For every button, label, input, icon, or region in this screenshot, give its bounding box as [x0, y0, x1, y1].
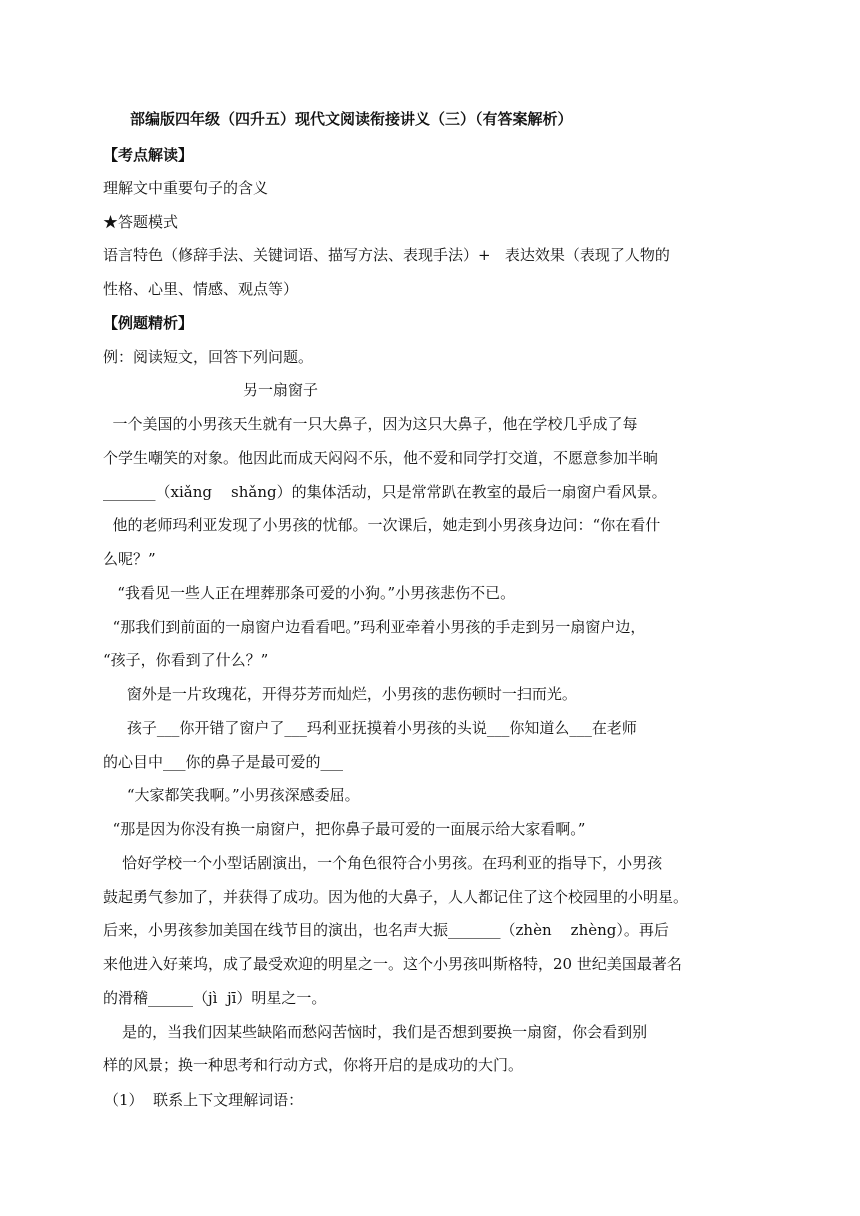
passage-line: 是的，当我们因某些缺陷而愁闷苦恼时，我们是否想到要换一扇窗，你会看到别 — [103, 1023, 648, 1041]
passage-line: 样的风景；换一种思考和行动方式，你将开启的是成功的大门。 — [103, 1056, 524, 1074]
section-heading-example: 【例题精析】 — [103, 314, 194, 332]
passage-line: 鼓起勇气参加了，并获得了成功。因为他的大鼻子，人人都记住了这个校园里的小明星。 — [103, 888, 689, 906]
passage-line: “那是因为你没有换一扇窗户，把你鼻子最可爱的一面展示给大家看啊。” — [103, 820, 586, 838]
example-intro: 例：阅读短文，回答下列问题。 — [103, 348, 314, 366]
passage-line: 来他进入好莱坞，成了最受欢迎的明星之一。这个小男孩叫斯格特，20 世纪美国最著名 — [103, 955, 682, 973]
passage-line: 个学生嘲笑的对象。他因此而成天闷闷不乐，他不爱和同学打交道，不愿意参加半晌 — [103, 449, 659, 467]
answer-mode-heading: ★答题模式 — [103, 213, 179, 231]
document-title: 部编版四年级（四升五）现代文阅读衔接讲义（三）（有答案解析） — [130, 110, 573, 128]
passage-line: 孩子___你开错了窗户了___玛利亚抚摸着小男孩的头说___你知道么___在老师 — [103, 719, 637, 737]
passage-line: 一个美国的小男孩天生就有一只大鼻子，因为这只大鼻子，他在学校几乎成了每 — [103, 415, 638, 433]
passage-line: “那我们到前面的一扇窗户边看看吧。”玛利亚牵着小男孩的手走到另一扇窗户边， — [103, 618, 646, 636]
passage-line: 恰好学校一个小型话剧演出，一个角色很符合小男孩。在玛利亚的指导下，小男孩 — [103, 854, 663, 872]
question-1: （1） 联系上下文理解词语： — [104, 1091, 304, 1109]
passage-line: 么呢？” — [103, 550, 156, 568]
passage-line: 的滑稽______（jì jī）明星之一。 — [103, 989, 327, 1007]
passage-title: 另一扇窗子 — [243, 381, 319, 399]
passage-line: “孩子，你看到了什么？” — [103, 651, 269, 669]
passage-line: 他的老师玛利亚发现了小男孩的忧郁。一次课后，她走到小男孩身边问：“你在看什 — [103, 516, 661, 534]
passage-line: 的心目中___你的鼻子是最可爱的___ — [103, 753, 344, 771]
passage-line: _______（xiǎng shǎng）的集体活动，只是常常趴在教室的最后一扇窗户看风景。 — [103, 483, 667, 501]
passage-line: “大家都笑我啊。”小男孩深感委屈。 — [103, 786, 360, 804]
kaodian-text: 理解文中重要句子的含义 — [103, 179, 269, 197]
passage-line: 窗外是一片玫瑰花，开得芬芳而灿烂，小男孩的悲伤顿时一扫而光。 — [103, 685, 577, 703]
passage-line: 后来，小男孩参加美国在线节目的演出，也名声大振_______（zhèn zhèng）。再后 — [103, 921, 669, 939]
answer-mode-line: 语言特色（修辞手法、关键词语、描写方法、表现手法）+ 表达效果（表现了人物的 — [103, 246, 670, 264]
answer-mode-line: 性格、心里、情感、观点等） — [103, 280, 299, 298]
passage-line: “我看见一些人正在埋葬那条可爱的小狗。”小男孩悲伤不已。 — [103, 584, 516, 602]
section-heading-kaodian: 【考点解读】 — [103, 146, 194, 164]
